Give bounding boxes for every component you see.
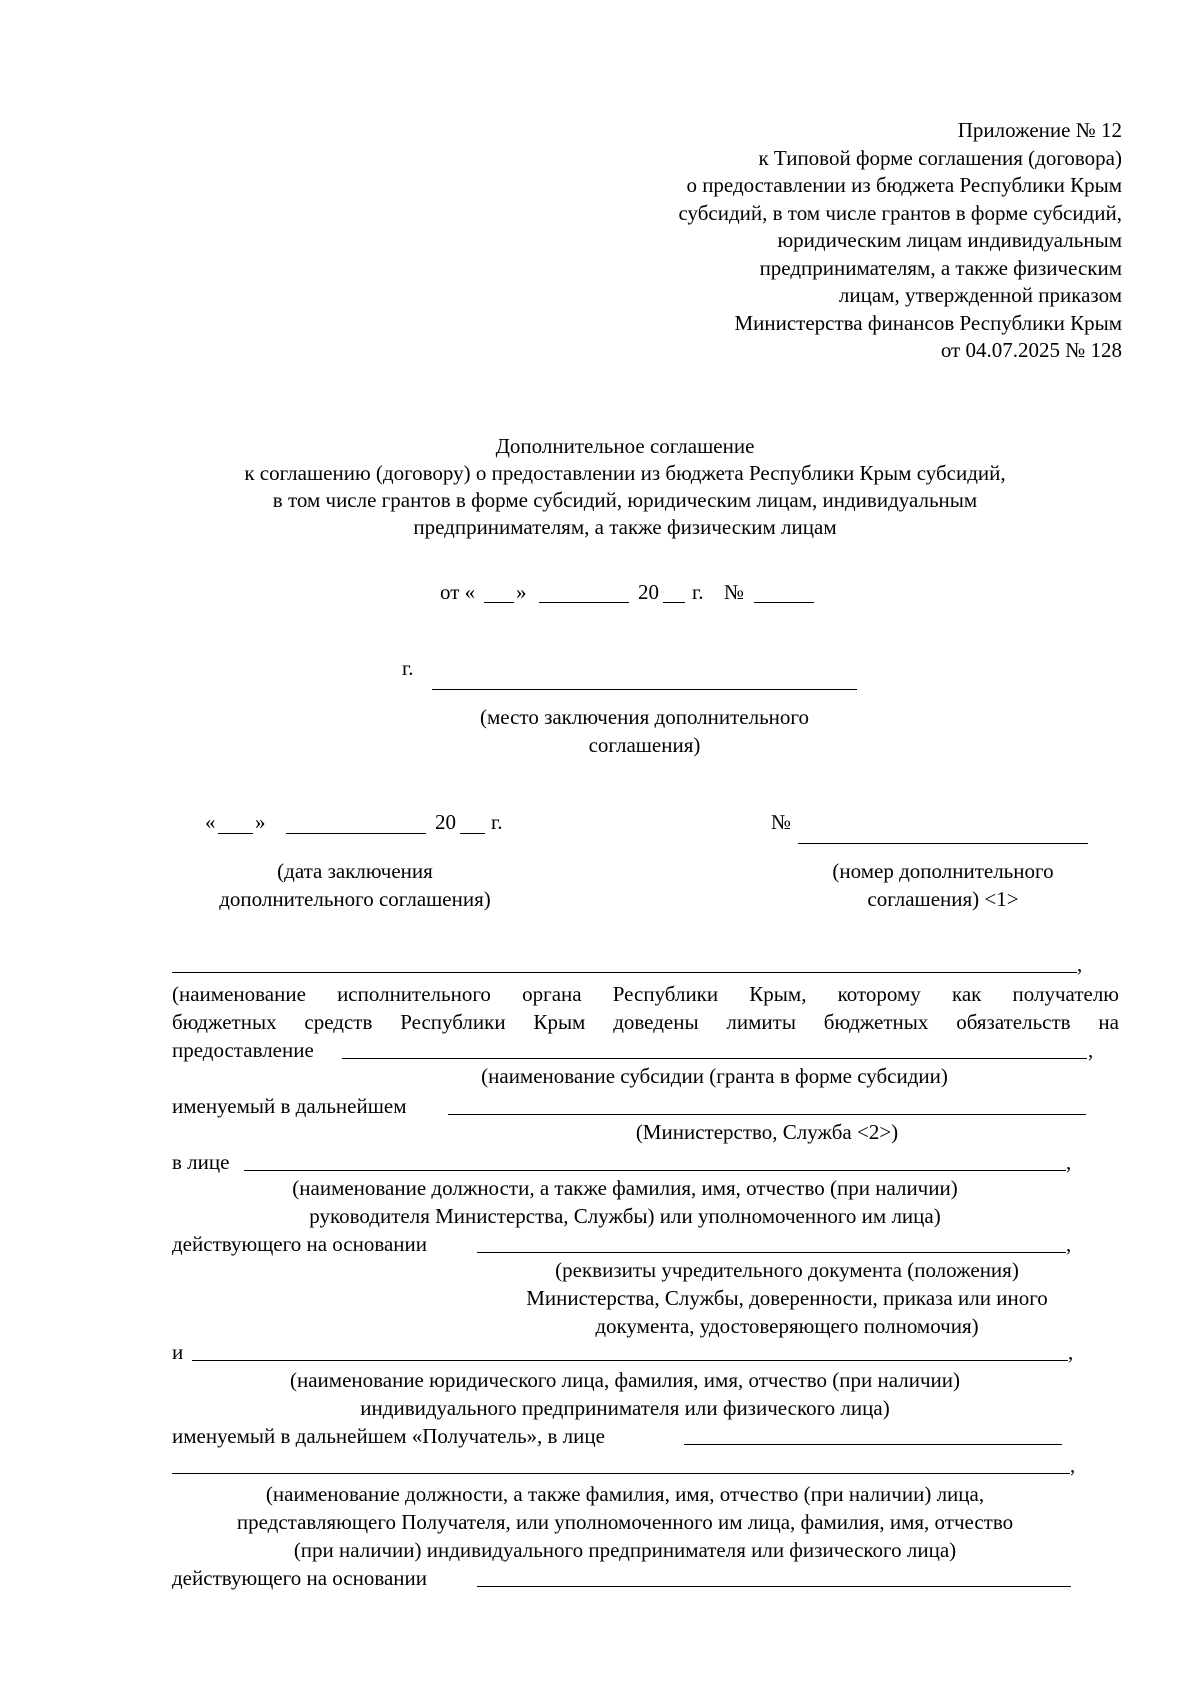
sign-day-blank[interactable] <box>218 833 253 834</box>
rep-caption-line: (наименование должности, а также фамилия, имя, отчество (при наличии) лица, <box>265 1482 985 1506</box>
basis-doc-blank[interactable] <box>477 1252 1066 1253</box>
place-blank[interactable] <box>432 689 857 690</box>
day-blank[interactable] <box>484 602 514 603</box>
header-line: лицам, утвержденной приказом <box>838 283 1122 307</box>
month-blank[interactable] <box>539 602 629 603</box>
number-caption-line: (номер дополнительного <box>832 859 1054 883</box>
title-line: предпринимателям, а также физическим лицам <box>413 515 837 539</box>
provision-label: предоставление <box>172 1038 314 1062</box>
sign-date-caption-line: дополнительного соглашения) <box>219 887 491 911</box>
named-label: именуемый в дальнейшем <box>172 1094 407 1118</box>
sign-open-quote: « <box>205 810 216 834</box>
org-caption-line: бюджетных средств Республики Крым доведены лимиты бюджетных обязательств на <box>172 1010 1119 1034</box>
year-prefix: 20 <box>638 580 659 604</box>
number-blank[interactable] <box>754 602 814 603</box>
sign-date-caption-line: (дата заключения <box>277 859 433 883</box>
header-line: Министерства финансов Республики Крым <box>734 310 1122 335</box>
year-suffix: г. <box>692 580 704 604</box>
sign-date-caption <box>180 857 530 913</box>
position-caption-line: (наименование должности, а также фамилия, имя, отчество (при наличии) <box>292 1176 958 1200</box>
org-name-blank[interactable] <box>172 972 1077 973</box>
doc-caption <box>477 1256 1097 1340</box>
recipient-name-blank[interactable] <box>192 1360 1068 1361</box>
place-prefix: г. <box>402 656 414 680</box>
position-caption-line: руководителя Министерства, Службы) или уполномоченного им лица) <box>309 1204 941 1228</box>
header-line: предпринимателям, а также физическим <box>759 255 1122 280</box>
doc-caption-line: (реквизиты учредительного документа (положения) <box>555 1258 1019 1282</box>
year-blank[interactable] <box>663 602 685 603</box>
rep-caption-line: представляющего Получателя, или уполномоченного им лица, фамилия, имя, отчество <box>236 1510 1014 1534</box>
and-label: и <box>172 1340 184 1364</box>
sign-close-quote: » <box>255 810 266 834</box>
header-line: Приложение № 12 <box>957 118 1122 142</box>
acting-label: действующего на основании <box>172 1232 428 1256</box>
place-caption <box>432 703 857 759</box>
legal-caption-line: индивидуального предпринимателя или физического лица) <box>360 1396 890 1420</box>
recipient-basis-blank[interactable] <box>477 1586 1071 1587</box>
comma: , <box>1068 1340 1074 1364</box>
agreement-number-sign: № <box>771 810 792 834</box>
agreement-number-blank[interactable] <box>798 843 1088 844</box>
ministry-name-blank[interactable] <box>448 1114 1086 1115</box>
subsidy-name-blank[interactable] <box>342 1058 1087 1059</box>
header-line: юридическим лицам индивидуальным <box>777 228 1122 252</box>
comma: , <box>1077 952 1083 976</box>
sign-month-blank[interactable] <box>286 833 426 834</box>
header-line: о предоставлении из бюджета Республики Крым <box>686 173 1122 197</box>
comma: , <box>1070 1453 1076 1477</box>
number-caption-line: соглашения) <1> <box>867 887 1019 911</box>
legal-caption-line: (наименование юридического лица, фамилия, имя, отчество (при наличии) <box>289 1368 961 1392</box>
header-line: от 04.07.2025 № 128 <box>940 338 1122 362</box>
number-sign: № <box>724 580 745 604</box>
title-line: к соглашению (договору) о предоставлении из бюджета Республики Крым субсидий, <box>244 461 1006 485</box>
place-caption-line: (место заключения дополнительного <box>479 705 810 729</box>
comma: , <box>1066 1150 1072 1174</box>
doc-caption-line: документа, удостоверяющего полномочия) <box>595 1314 979 1338</box>
sign-year-blank[interactable] <box>460 833 485 834</box>
recipient-position-blank[interactable] <box>172 1473 1070 1474</box>
org-caption-line: (наименование исполнительного органа Республики Крым, которому как получателю <box>172 982 1119 1006</box>
sign-year-suffix: г. <box>491 810 503 834</box>
official-name-blank[interactable] <box>244 1170 1066 1171</box>
ministry-caption: (Министерство, Служба <2>) <box>635 1120 899 1144</box>
appendix-header <box>678 116 1122 364</box>
acting-label-2: действующего на основании <box>172 1566 428 1590</box>
representative-caption <box>0 1480 1200 1564</box>
place-caption-line: соглашения) <box>588 733 701 757</box>
comma: , <box>1066 1232 1072 1256</box>
sign-year-prefix: 20 <box>435 810 456 834</box>
date-close-quote: » <box>516 580 527 604</box>
title-line: Дополнительное соглашение <box>495 434 755 458</box>
in-person-label: в лице <box>172 1150 230 1174</box>
doc-caption-line: Министерства, Службы, доверенности, приказа или иного <box>526 1286 1048 1310</box>
recipient-person-blank[interactable] <box>684 1444 1062 1445</box>
number-caption <box>798 857 1088 913</box>
recipient-label: именуемый в дальнейшем «Получатель», в лице <box>172 1424 605 1448</box>
document-title <box>0 432 1200 540</box>
header-line: к Типовой форме соглашения (договора) <box>758 145 1122 170</box>
header-line: субсидий, в том числе грантов в форме субсидий, <box>678 200 1122 225</box>
rep-caption-line: (при наличии) индивидуального предпринимателя или физического лица) <box>293 1538 957 1562</box>
title-line: в том числе грантов в форме субсидий, юридическим лицам, индивидуальным <box>272 488 978 512</box>
date-from-label: от « <box>440 580 476 604</box>
comma: , <box>1088 1038 1094 1062</box>
legal-entity-caption <box>0 1366 1200 1422</box>
subsidy-caption: (наименование субсидии (гранта в форме субсидии) <box>481 1064 948 1088</box>
position-caption <box>0 1174 1200 1230</box>
